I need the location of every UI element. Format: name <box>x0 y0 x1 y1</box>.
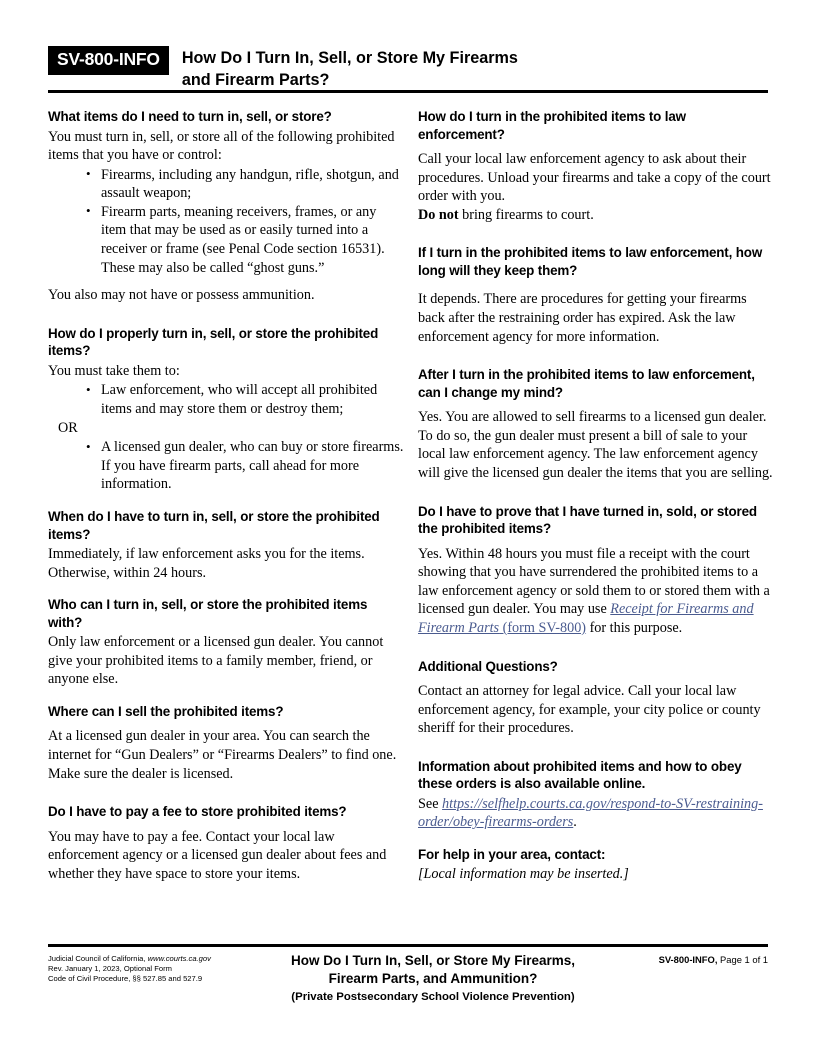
text-ammunition-note: You also may not have or possess ammunition. <box>48 287 315 304</box>
text-change-my-mind: Yes. You are allowed to sell firearms to a licensed gun dealer. To do so, the gun dealer must present a bill of sale to your local law enforcement agency. The law enforcement agency will give the licensed gun dealer the items that you are selling. <box>418 409 773 481</box>
footer-page-number: Page 1 of 1 <box>717 954 768 965</box>
see-label: See <box>418 795 443 812</box>
text-additional-questions: Contact an attorney for legal advice. Call your local law enforcement agency, for example, your city police or county sheriff for their procedures. <box>418 683 761 737</box>
footer-citation-block <box>48 954 253 985</box>
spacer <box>418 738 774 758</box>
footer-title-block <box>248 952 618 1006</box>
label-or: OR <box>58 419 78 436</box>
text-storage-fee: You may have to pay a fee. Contact your local law enforcement agency or a licensed gun dealer about fees and whether they have space to store your items. <box>48 828 387 882</box>
list-where-to-take <box>48 381 404 418</box>
footer-divider <box>48 944 768 947</box>
text-online-info <box>418 795 774 832</box>
heading-how-long-kept: If I turn in the prohibited items to law enforcement, how long will they keep them? <box>418 245 763 278</box>
list-item: • Firearms, including any handgun, rifle, shotgun, and assault weapon; <box>86 166 404 203</box>
heading-additional-questions: Additional Questions? <box>418 658 558 674</box>
heading-when-turn-in: When do I have to turn in, sell, or store the prohibited items? <box>48 509 380 542</box>
link-selfhelp-url[interactable]: https://selfhelp.courts.ca.gov/respond-to-SV-restraining-order/obey-firearms-orders <box>418 795 763 831</box>
spacer <box>418 281 774 290</box>
heading-who-can-turn-in: Who can I turn in, sell, or store the prohibited items with? <box>48 597 368 630</box>
list-where-to-take-alt <box>48 438 404 494</box>
spacer <box>48 582 404 596</box>
footer-council-text: Judicial Council of California, <box>48 954 148 963</box>
text-who-can-turn-in: Only law enforcement or a licensed gun dealer. You cannot give your prohibited items to a family member, friend, or anyone else. <box>48 634 384 688</box>
footer-council-line <box>48 954 253 964</box>
warning-rest: bring firearms to court. <box>458 206 594 223</box>
heading-local-help: For help in your area, contact: <box>418 846 606 862</box>
text-where-sell: At a licensed gun dealer in your area. You can search the internet for “Gun Dealers” or “Firearms Dealers” to find one. Make sure the dealer is licensed. <box>48 728 397 782</box>
spacer <box>48 305 404 325</box>
spacer <box>418 638 774 658</box>
period: . <box>573 814 577 831</box>
heading-change-my-mind: After I turn in the prohibited items to law enforcement, can I change my mind? <box>418 367 755 400</box>
footer-title-line1: How Do I Turn In, Sell, or Store My Firearms, <box>290 953 576 968</box>
list-item: • A licensed gun dealer, who can buy or store firearms. If you have firearm parts, call ahead for more information. <box>86 438 404 494</box>
text-what-items-intro: You must turn in, sell, or store all of the following prohibited items that you have or control: <box>48 128 395 164</box>
footer-page-block <box>659 954 768 966</box>
heading-prove-turned-in: Do I have to prove that I have turned in, sold, or stored the prohibited items? <box>418 503 757 537</box>
spacer <box>48 783 404 803</box>
text-local-help-placeholder: [Local information may be inserted.] <box>418 866 629 883</box>
footer-code-line: Code of Civil Procedure, §§ 527.85 and 527.9 <box>48 974 203 984</box>
heading-online-info: Information about prohibited items and how to obey these orders is also available online. <box>418 758 742 792</box>
text-how-long-kept: It depends. There are procedures for getting your firearms back after the restraining order has expired. Ask the law enforcement agency for more information. <box>418 291 747 345</box>
heading-how-properly: How do I properly turn in, sell, or store the prohibited items? <box>48 325 379 359</box>
text-prove-before: Yes. Within 48 hours you must file a receipt with the court showing that you have surrendered the prohibited items to a law enforcement agency or sold them to or stored them with a licensed gun dealer. You may use <box>418 545 770 618</box>
right-column <box>418 108 774 884</box>
document-header <box>48 46 768 91</box>
spacer <box>418 224 774 244</box>
list-prohibited-items <box>48 166 404 278</box>
link-receipt-form-title[interactable]: Receipt for Firearms and Firearm Parts <box>418 601 754 636</box>
text-do-not-bring-warning <box>418 206 774 225</box>
footer-form-number: SV-800-INFO, <box>658 954 718 965</box>
list-item: • Firearm parts, meaning receivers, frames, or any item that may be used as or easily turned into a receiver or frame (see Penal Code section 16531). These may also be called “ghost guns.” <box>86 203 404 277</box>
heading-storage-fee: Do I have to pay a fee to store prohibited items? <box>48 804 347 820</box>
footer-title-line3: (Private Postsecondary School Violence Prevention) <box>291 991 575 1003</box>
list-item: • Law enforcement, who will accept all prohibited items and may store them or destroy them; <box>86 381 404 418</box>
spacer <box>418 483 774 503</box>
footer-council-url: www.courts.ca.gov <box>147 954 211 963</box>
spacer <box>48 494 404 508</box>
page-title-line2: and Firearm Parts? <box>181 71 330 89</box>
text-prove-after: for this purpose. <box>586 619 683 636</box>
footer-revision-line: Rev. January 1, 2023, Optional Form <box>48 964 172 974</box>
header-divider <box>48 90 768 93</box>
form-number-badge: SV-800-INFO <box>48 46 169 75</box>
text-prove-turned-in <box>418 545 774 638</box>
spacer <box>418 346 774 366</box>
heading-what-items: What items do I need to turn in, sell, or store? <box>48 109 332 124</box>
text-take-them-to: You must take them to: <box>48 362 180 379</box>
warning-bold: Do not <box>418 206 459 223</box>
heading-how-turn-in-le: How do I turn in the prohibited items to law enforcement? <box>418 109 686 142</box>
spacer <box>48 689 404 703</box>
spacer <box>418 832 774 846</box>
text-how-turn-in-le: Call your local law enforcement agency to ask about their procedures. Unload your firearms and take a copy of the court order with you. <box>418 151 771 205</box>
footer-title-line2: Firearm Parts, and Ammunition? <box>328 971 538 986</box>
document-footer <box>48 950 768 1020</box>
page-title <box>182 46 518 91</box>
text-when-turn-in: Immediately, if law enforcement asks you for the items. Otherwise, within 24 hours. <box>48 546 365 581</box>
left-column <box>48 108 404 884</box>
heading-where-sell: Where can I sell the prohibited items? <box>48 703 284 719</box>
page-title-line1: How Do I Turn In, Sell, or Store My Firearms <box>181 49 518 67</box>
spacer <box>48 277 404 286</box>
link-receipt-form-number[interactable]: (form SV-800) <box>499 619 587 636</box>
